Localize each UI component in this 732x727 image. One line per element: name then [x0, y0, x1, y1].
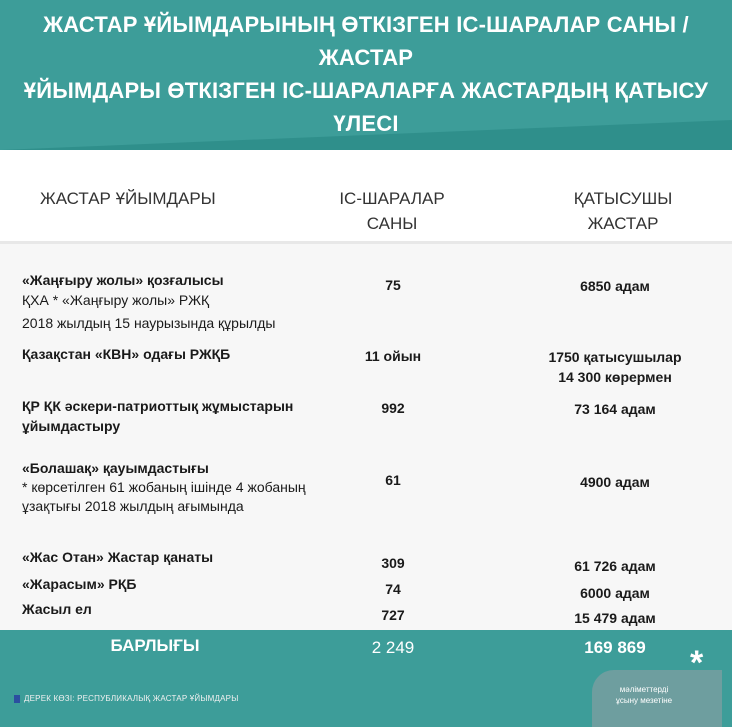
row-3-org — [22, 396, 322, 436]
row-3-org-line-1: ҚР ҚК әскери-патриоттық жұмыстарын — [22, 398, 294, 414]
row-6-org: «Жарасым» РҚБ — [22, 576, 137, 592]
row-3-events: 992 — [381, 400, 405, 416]
row-2-org: Қазақстан «КВН» одағы РЖҚБ — [22, 346, 231, 362]
row-4-youth: 4900 адам — [580, 474, 650, 490]
row-1-org-sub-2: 2018 жылдың 15 наурызында құрылды — [22, 315, 276, 331]
header-org: ЖАСТАР ҰЙЫМДАРЫ — [40, 189, 216, 208]
row-7-events: 727 — [381, 607, 405, 623]
row-6-youth: 6000 адам — [580, 585, 650, 601]
row-1-org-name: «Жаңғыру жолы» қозғалысы — [22, 272, 224, 288]
page-title-line-1: ЖАСТАР ҰЙЫМДАРЫНЫҢ ӨТКІЗГЕН ІС-ШАРАЛАР САНЫ / ЖАСТАР — [43, 12, 689, 70]
row-2-events: 11 ойын — [364, 348, 422, 364]
row-5-org: «Жас Отан» Жастар қанаты — [22, 549, 214, 565]
total-events: 2 249 — [371, 638, 415, 657]
total-label: БАРЛЫҒЫ — [110, 636, 200, 655]
row-7-youth: 15 479 адам — [574, 610, 656, 626]
header-events-line-1: ІС-ШАРАЛАР — [339, 189, 445, 208]
row-4-events: 61 — [385, 472, 401, 488]
page-title — [0, 8, 732, 140]
row-2-youth-line-1: 1750 қатысушылар — [548, 349, 682, 365]
row-1-youth: 6850 адам — [580, 278, 650, 294]
row-2-youth — [540, 347, 690, 387]
header-youth-line-1: ҚАТЫСУШЫ — [573, 189, 673, 208]
table-row-1-org — [22, 270, 322, 333]
page-title-line-2: ҰЙЫМДАРЫ ӨТКІЗГЕН ІС-ШАРАЛАРҒА ЖАСТАРДЫҢ ҚАТЫСУ ҮЛЕСІ — [23, 78, 709, 136]
note-badge-text — [592, 684, 696, 706]
header-events-line-2: САНЫ — [366, 214, 418, 233]
source-text: ДЕРЕК КӨЗІ: РЕСПУБЛИКАЛЫҚ ЖАСТАР ҰЙЫМДАРЫ — [24, 694, 239, 703]
header-youth-line-2: ЖАСТАР — [587, 214, 659, 233]
row-1-events: 75 — [385, 277, 401, 293]
note-badge-line-2: ұсыну мезетіне — [615, 696, 673, 705]
row-7-org: Жасыл ел — [22, 601, 92, 617]
square-bullet-icon — [14, 695, 20, 703]
asterisk-icon: * — [690, 644, 704, 682]
row-5-youth: 61 726 адам — [574, 558, 656, 574]
row-4-org — [22, 458, 322, 516]
total-youth: 169 869 — [584, 638, 646, 657]
header-youth — [548, 186, 698, 236]
row-1-org-sub-1: ҚХА * «Жаңғыру жолы» РЖҚ — [22, 292, 210, 308]
row-3-youth: 73 164 адам — [574, 401, 656, 417]
row-4-org-name: «Болашақ» қауымдастығы — [22, 460, 209, 476]
row-3-org-line-2: ұйымдастыру — [22, 418, 121, 434]
source-note — [14, 694, 239, 703]
note-badge-line-1: мәліметтерді — [619, 685, 669, 694]
row-4-org-sub-2: ұзақтығы 2018 жылдың ағымында — [22, 498, 244, 514]
row-4-org-sub-1: * көрсетілген 61 жобаның ішінде 4 жобаның — [22, 479, 306, 495]
row-6-events: 74 — [385, 581, 401, 597]
title-banner — [0, 0, 732, 150]
row-5-events: 309 — [381, 555, 405, 571]
row-2-youth-line-2: 14 300 көрермен — [558, 369, 672, 385]
header-events — [322, 186, 462, 236]
